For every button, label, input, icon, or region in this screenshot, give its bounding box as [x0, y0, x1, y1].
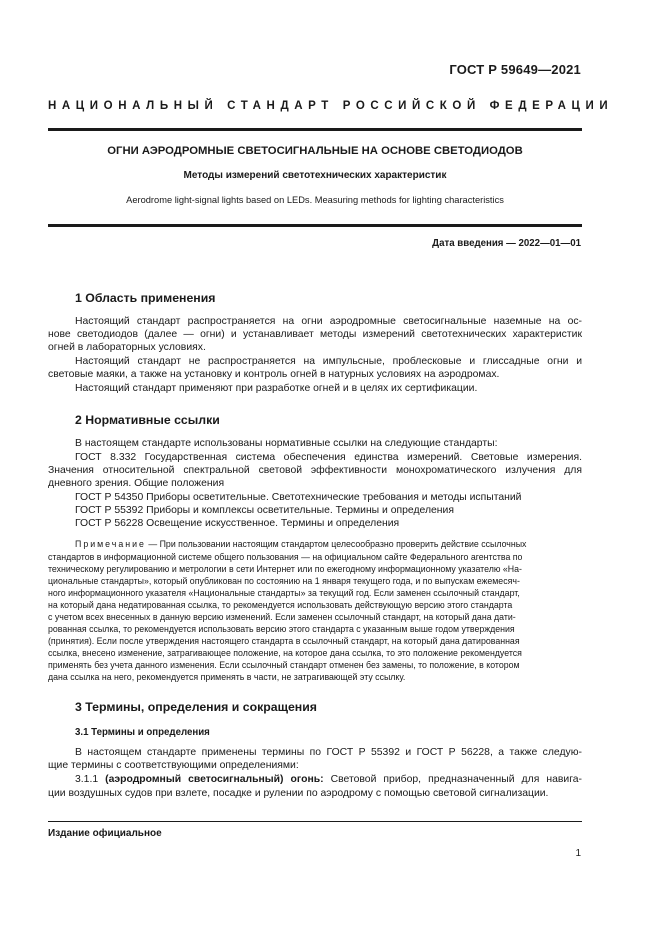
paragraph-line: световые маяки, а также на установку и контроль огней в натурных условиях на аэродромах. — [48, 369, 500, 380]
paragraph-line: огней в лабораторных условиях. — [48, 342, 206, 353]
note-text: — При пользовании настоящим стандартом целесообразно проверить действие ссылочных — [145, 539, 527, 549]
note-line: применять без учета данного изменения. Если ссылочный стандарт отменен без замены, то положение, в котором — [48, 660, 520, 670]
paragraph-line: ГОСТ Р 54350 Приборы осветительные. Светотехнические требования и методы испытаний — [75, 492, 522, 503]
standard-header: НАЦИОНАЛЬНЫЙ СТАНДАРТ РОССИЙСКОЙ ФЕДЕРАЦИИ — [48, 100, 614, 112]
paragraph-line: Настоящий стандарт распространяется на огни аэродромные светосигнальные наземные на ос- — [75, 316, 582, 327]
paragraph-line: дневного зрения. Общие положения — [48, 478, 225, 489]
note-line: циональные стандарты», который опубликован по состоянию на 1 января текущего года, и по выпускам ежемесяч- — [48, 576, 520, 586]
document-number: ГОСТ Р 59649—2021 — [449, 62, 581, 77]
effective-date: Дата введения — 2022—01—01 — [432, 238, 581, 249]
note-label: Примечание — [75, 539, 146, 549]
paragraph-line: ции воздушных судов при взлете, посадке и рулении по аэродрому с помощью световой сигнализации. — [48, 788, 549, 799]
term-definition: Световой прибор, предназначенный для навига- — [323, 774, 583, 785]
note-line — [48, 538, 582, 550]
subsection-3-1-heading: 3.1 Термины и определения — [75, 727, 210, 738]
title-english: Aerodrome light-signal lights based on LEDs. Measuring methods for lighting characteristics — [126, 195, 504, 205]
note-line: дана ссылка на него, рекомендуется применять в части, не затрагивающей эту ссылку. — [48, 672, 406, 682]
section-3-heading: 3 Термины, определения и сокращения — [75, 700, 317, 714]
paragraph-line: ГОСТ 8.332 Государственная система обеспечения единства измерений. Световые измерения. — [75, 452, 582, 463]
term-definition-line — [48, 773, 582, 786]
page-number: 1 — [575, 848, 581, 859]
header-rule-top — [48, 128, 582, 131]
section-2-heading: 2 Нормативные ссылки — [75, 413, 220, 427]
term-name: (аэродромный светосигнальный) огонь: — [105, 774, 324, 785]
note-line: на который дана недатированная ссылка, то рекомендуется использовать действующую версию этого стандарта — [48, 600, 513, 610]
note-line: ссылка, внесено изменение, затрагивающее положение, на которое дана ссылка, то это положение рекомендуется — [48, 648, 522, 658]
note-line: стандартов в информационной системе общего пользования — на официальном сайте Федерального агентства по — [48, 552, 523, 562]
subtitle-russian: Методы измерений светотехнических характеристик — [183, 170, 447, 181]
note-line: рованная ссылка, то рекомендуется использовать версию этого стандарта с указанным выше годом утверждения — [48, 624, 515, 634]
section-1-heading: 1 Область применения — [75, 291, 216, 305]
term-number: 3.1.1 — [75, 774, 106, 785]
paragraph-line: В настоящем стандарте применены термины по ГОСТ Р 55392 и ГОСТ Р 56228, а также следую- — [75, 747, 582, 758]
paragraph-line: Настоящий стандарт применяют при разработке огней и в целях их сертификации. — [75, 383, 478, 394]
note-line: с учетом всех внесенных в данную версию изменений. Если заменен ссылочный стандарт, на который дана дати- — [48, 612, 516, 622]
paragraph-line: щие термины с соответствующими определениями: — [48, 760, 299, 771]
paragraph-line: Значения относительной спектральной световой эффективности монохроматического излучения для — [48, 465, 582, 476]
footer-rule — [48, 821, 582, 822]
note-line: (принятия). Если после утверждения настоящего стандарта в ссылочный стандарт, на который дана датированная — [48, 636, 520, 646]
paragraph-line: В настоящем стандарте использованы нормативные ссылки на следующие стандарты: — [75, 438, 498, 449]
paragraph-line: ГОСТ Р 55392 Приборы и комплексы осветительные. Термины и определения — [75, 505, 454, 516]
title-russian: ОГНИ АЭРОДРОМНЫЕ СВЕТОСИГНАЛЬНЫЕ НА ОСНОВЕ СВЕТОДИОДОВ — [107, 145, 523, 157]
header-rule-bottom — [48, 224, 582, 227]
paragraph-line: ГОСТ Р 56228 Освещение искусственное. Термины и определения — [75, 518, 400, 529]
edition-label: Издание официальное — [48, 828, 162, 839]
paragraph-line: Настоящий стандарт не распространяется на импульсные, проблесковые и глиссадные огни и — [75, 356, 582, 367]
paragraph-line: нове светодиодов (далее — огни) и устанавливает методы измерений светотехнических характеристик — [48, 329, 582, 340]
note-line: ного информационного указателя «Национальные стандарты» за текущий год. Если заменен ссылочный стандарт, — [48, 588, 520, 598]
note-line: техническому регулированию и метрологии в сети Интернет или по ежегодному информационному указателю «На- — [48, 564, 522, 574]
